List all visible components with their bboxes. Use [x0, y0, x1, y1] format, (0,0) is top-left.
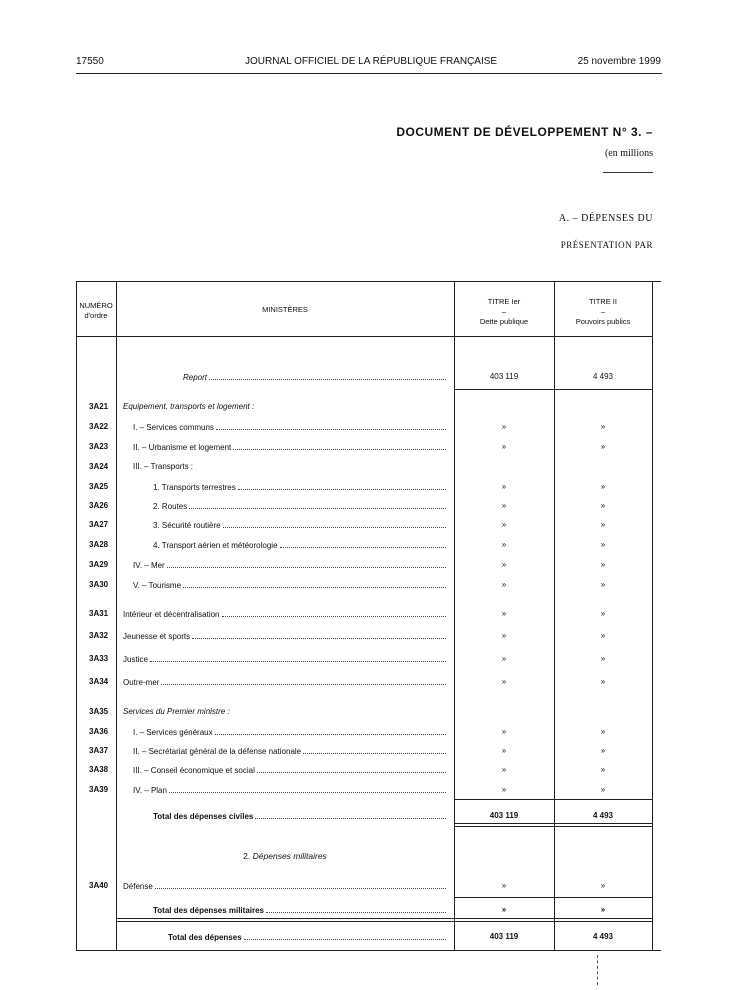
table-row — [76, 440, 661, 454]
row-titre1-value: » — [501, 727, 507, 736]
row-code: 3A40 — [89, 881, 109, 890]
table-row — [76, 480, 661, 494]
leader-dots — [183, 580, 446, 588]
row-label: Justice — [123, 655, 148, 664]
table-row — [76, 420, 661, 434]
report-label: Report — [183, 373, 208, 382]
report-underline — [454, 389, 652, 390]
row-label-wrap — [133, 560, 446, 570]
subtotal-rule — [454, 897, 652, 898]
row-titre1-value: » — [501, 540, 507, 549]
row-label: V. – Tourisme — [133, 581, 182, 590]
units-note: (en millions — [604, 148, 653, 159]
row-label: IV. – Mer — [133, 561, 165, 570]
row-titre2-value: » — [600, 727, 606, 736]
leader-dots — [257, 765, 446, 773]
row-code: 3A37 — [89, 746, 109, 755]
total-militaires-titre2: » — [600, 905, 606, 914]
row-titre1-value: » — [501, 520, 507, 529]
total-rule — [116, 921, 652, 922]
row-label-wrap — [123, 631, 446, 641]
presentation-label: PRÉSENTATION PAR — [560, 240, 653, 250]
row-code: 3A38 — [89, 765, 109, 774]
grand-total-titre2: 4 493 — [592, 932, 614, 941]
header-bottom-rule — [76, 336, 652, 337]
col-header-numero-sub: d'ordre — [84, 311, 108, 320]
row-titre1-value: » — [501, 482, 507, 491]
table-row — [76, 629, 661, 643]
col-header-titre1-dash: – — [501, 307, 507, 316]
table-row — [76, 725, 661, 739]
row-label-wrap — [133, 746, 446, 756]
defense-label-wrap — [123, 881, 446, 891]
table-row — [76, 558, 661, 572]
table-row — [76, 763, 661, 777]
row-label-wrap — [153, 520, 446, 530]
col-header-titre2 — [554, 297, 652, 327]
row-titre2-value: » — [600, 560, 606, 569]
row-label: 2. Routes — [153, 502, 188, 511]
col-header-titre1-label: TITRE Ier — [487, 297, 521, 306]
row-label: 1. Transports terrestres — [153, 483, 236, 492]
row-label-wrap — [133, 442, 446, 452]
total-civiles-titre1: 403 119 — [489, 811, 519, 820]
row-code: 3A25 — [89, 482, 109, 491]
row-titre1-value: » — [501, 654, 507, 663]
leader-dots — [215, 727, 446, 735]
row-label: I. – Services généraux — [133, 728, 213, 737]
row-titre2-value: » — [600, 677, 606, 686]
table-row — [76, 675, 661, 689]
row-titre1-value: » — [501, 785, 507, 794]
leader-dots — [192, 631, 446, 639]
leader-dots — [223, 520, 446, 528]
row-label-wrap — [133, 580, 446, 590]
grand-total-titre1: 403 119 — [489, 932, 519, 941]
table-row — [76, 400, 661, 414]
leader-dots — [209, 372, 446, 380]
row-titre1-value: » — [501, 580, 507, 589]
row-code: 3A34 — [89, 677, 109, 686]
row-code: 3A28 — [89, 540, 109, 549]
col-header-titre2-dash: – — [600, 307, 606, 316]
report-label-wrap — [183, 372, 446, 382]
row-label: II. – Urbanisme et logement — [133, 443, 232, 452]
col-header-titre2-sub: Pouvoirs publics — [575, 317, 631, 326]
row-titre2-value: » — [600, 520, 606, 529]
row-label: 3. Sécurité routière — [153, 521, 221, 530]
row-label: III. – Conseil économique et social — [133, 766, 255, 775]
militaires-heading — [116, 851, 454, 861]
row-label: Services du Premier ministre : — [123, 707, 230, 716]
report-titre2: 4 493 — [592, 372, 614, 381]
row-titre1-value: » — [501, 746, 507, 755]
defense-titre1: » — [501, 881, 507, 890]
row-code: 3A21 — [89, 402, 109, 411]
table-row — [76, 460, 661, 474]
row-titre1-value: » — [501, 560, 507, 569]
total-civiles-titre2: 4 493 — [592, 811, 614, 820]
col-header-titre1 — [454, 297, 554, 327]
row-label: 4. Transport aérien et météorologie — [153, 541, 278, 550]
leader-dots — [238, 482, 446, 490]
row-titre2-value: » — [600, 422, 606, 431]
row-code: 3A36 — [89, 727, 109, 736]
row-code: 3A27 — [89, 520, 109, 529]
total-civiles-label-wrap — [153, 811, 446, 821]
row-code: 3A31 — [89, 609, 109, 618]
leader-dots — [169, 785, 446, 793]
total-rule — [116, 918, 652, 919]
table-row — [76, 652, 661, 666]
subtotal-rule — [454, 799, 652, 800]
total-militaires-label-wrap — [153, 905, 446, 915]
militaires-heading-num: 2. — [243, 851, 251, 861]
leader-dots — [216, 422, 446, 430]
report-titre1: 403 119 — [489, 372, 519, 381]
leader-dots — [266, 905, 446, 913]
row-label: I. – Services communs — [133, 423, 214, 432]
row-code: 3A24 — [89, 462, 109, 471]
grand-total-row — [76, 930, 661, 944]
row-titre1-value: » — [501, 442, 507, 451]
row-label: Intérieur et décentralisation — [123, 610, 220, 619]
publication-date: 25 novembre 1999 — [577, 56, 661, 67]
leader-dots — [167, 560, 446, 568]
section-a-title: A. – DÉPENSES DU — [558, 213, 653, 224]
row-titre2-value: » — [600, 540, 606, 549]
leader-dots — [233, 442, 446, 450]
militaires-heading-label: Dépenses militaires — [252, 851, 327, 861]
row-label-wrap — [123, 654, 446, 664]
row-titre1-value: » — [501, 677, 507, 686]
table-row — [76, 518, 661, 532]
row-titre2-value: » — [600, 654, 606, 663]
table-row — [76, 783, 661, 797]
row-titre1-value: » — [501, 609, 507, 618]
row-titre1-value: » — [501, 422, 507, 431]
table-top-rule — [76, 281, 661, 282]
row-titre2-value: » — [600, 580, 606, 589]
row-code: 3A23 — [89, 442, 109, 451]
row-titre2-value: » — [600, 501, 606, 510]
row-code: 3A26 — [89, 501, 109, 510]
leader-dots — [280, 540, 446, 548]
leader-dots — [244, 932, 446, 940]
row-label-wrap — [153, 482, 446, 492]
col-header-numero — [76, 301, 116, 321]
row-titre2-value: » — [600, 765, 606, 774]
row-titre2-value: » — [600, 785, 606, 794]
leader-dots — [150, 654, 446, 662]
row-label-wrap — [153, 540, 446, 550]
row-label-wrap — [123, 609, 446, 619]
table-row — [76, 578, 661, 592]
grand-total-label: Total des dépenses — [168, 933, 242, 942]
row-code: 3A32 — [89, 631, 109, 640]
row-titre2-value: » — [600, 631, 606, 640]
header-rule — [76, 73, 662, 74]
page-number: 17550 — [76, 56, 104, 67]
row-code: 3A35 — [89, 707, 109, 716]
journal-title: JOURNAL OFFICIEL DE LA RÉPUBLIQUE FRANÇAISE — [245, 56, 498, 67]
row-titre1-value: » — [501, 501, 507, 510]
col-header-numero-label: NUMÉRO — [79, 301, 113, 310]
row-titre1-value: » — [501, 765, 507, 774]
leader-dots — [303, 746, 446, 754]
row-label-wrap — [123, 402, 446, 411]
row-code: 3A29 — [89, 560, 109, 569]
row-label-wrap — [123, 707, 446, 716]
total-rule — [454, 826, 652, 827]
leader-dots — [255, 811, 446, 819]
col-header-ministeres: MINISTÈRES — [262, 305, 308, 314]
row-titre1-value: » — [501, 631, 507, 640]
row-label-wrap — [123, 677, 446, 687]
row-titre2-value: » — [600, 746, 606, 755]
row-code: 3A39 — [89, 785, 109, 794]
row-label-wrap — [133, 765, 446, 775]
row-code: 3A33 — [89, 654, 109, 663]
col-header-titre1-sub: Dette publique — [479, 317, 529, 326]
row-code: 3A30 — [89, 580, 109, 589]
row-titre2-value: » — [600, 609, 606, 618]
table-row — [76, 607, 661, 621]
defense-label: Défense — [123, 882, 153, 891]
binding-mark — [597, 955, 598, 985]
row-code: 3A22 — [89, 422, 109, 431]
row-label-wrap — [133, 422, 446, 432]
defense-titre2: » — [600, 881, 606, 890]
report-row — [76, 370, 661, 384]
row-label: II. – Secrétariat général de la défense nationale — [133, 747, 302, 756]
document-title: DOCUMENT DE DÉVELOPPEMENT N° 3. – — [396, 125, 653, 139]
table-row — [76, 744, 661, 758]
leader-dots — [155, 881, 446, 889]
leader-dots — [189, 501, 446, 509]
table-bottom-rule — [76, 950, 661, 951]
row-label: Equipement, transports et logement : — [123, 402, 255, 411]
total-militaires-row — [76, 903, 661, 917]
total-militaires-label: Total des dépenses militaires — [153, 906, 265, 915]
table-row — [76, 705, 661, 719]
row-label-wrap — [133, 462, 446, 471]
row-titre2-value: » — [600, 442, 606, 451]
defense-row — [76, 879, 661, 893]
row-label: Outre-mer — [123, 678, 160, 687]
table-row — [76, 538, 661, 552]
row-label: III. – Transports : — [133, 462, 194, 471]
units-rule — [603, 172, 653, 173]
row-label-wrap — [133, 785, 446, 795]
row-label-wrap — [133, 727, 446, 737]
row-label-wrap — [153, 501, 446, 511]
total-civiles-label: Total des dépenses civiles — [153, 812, 254, 821]
total-civiles-row — [76, 809, 661, 823]
leader-dots — [161, 677, 446, 685]
leader-dots — [222, 609, 447, 617]
row-label: Jeunesse et sports — [123, 632, 191, 641]
total-rule — [454, 823, 652, 824]
table-row — [76, 499, 661, 513]
total-militaires-titre1: » — [501, 905, 507, 914]
grand-total-label-wrap — [168, 932, 446, 942]
row-label: IV. – Plan — [133, 786, 167, 795]
expenses-table — [76, 281, 661, 950]
col-header-titre2-label: TITRE II — [589, 297, 617, 306]
row-titre2-value: » — [600, 482, 606, 491]
